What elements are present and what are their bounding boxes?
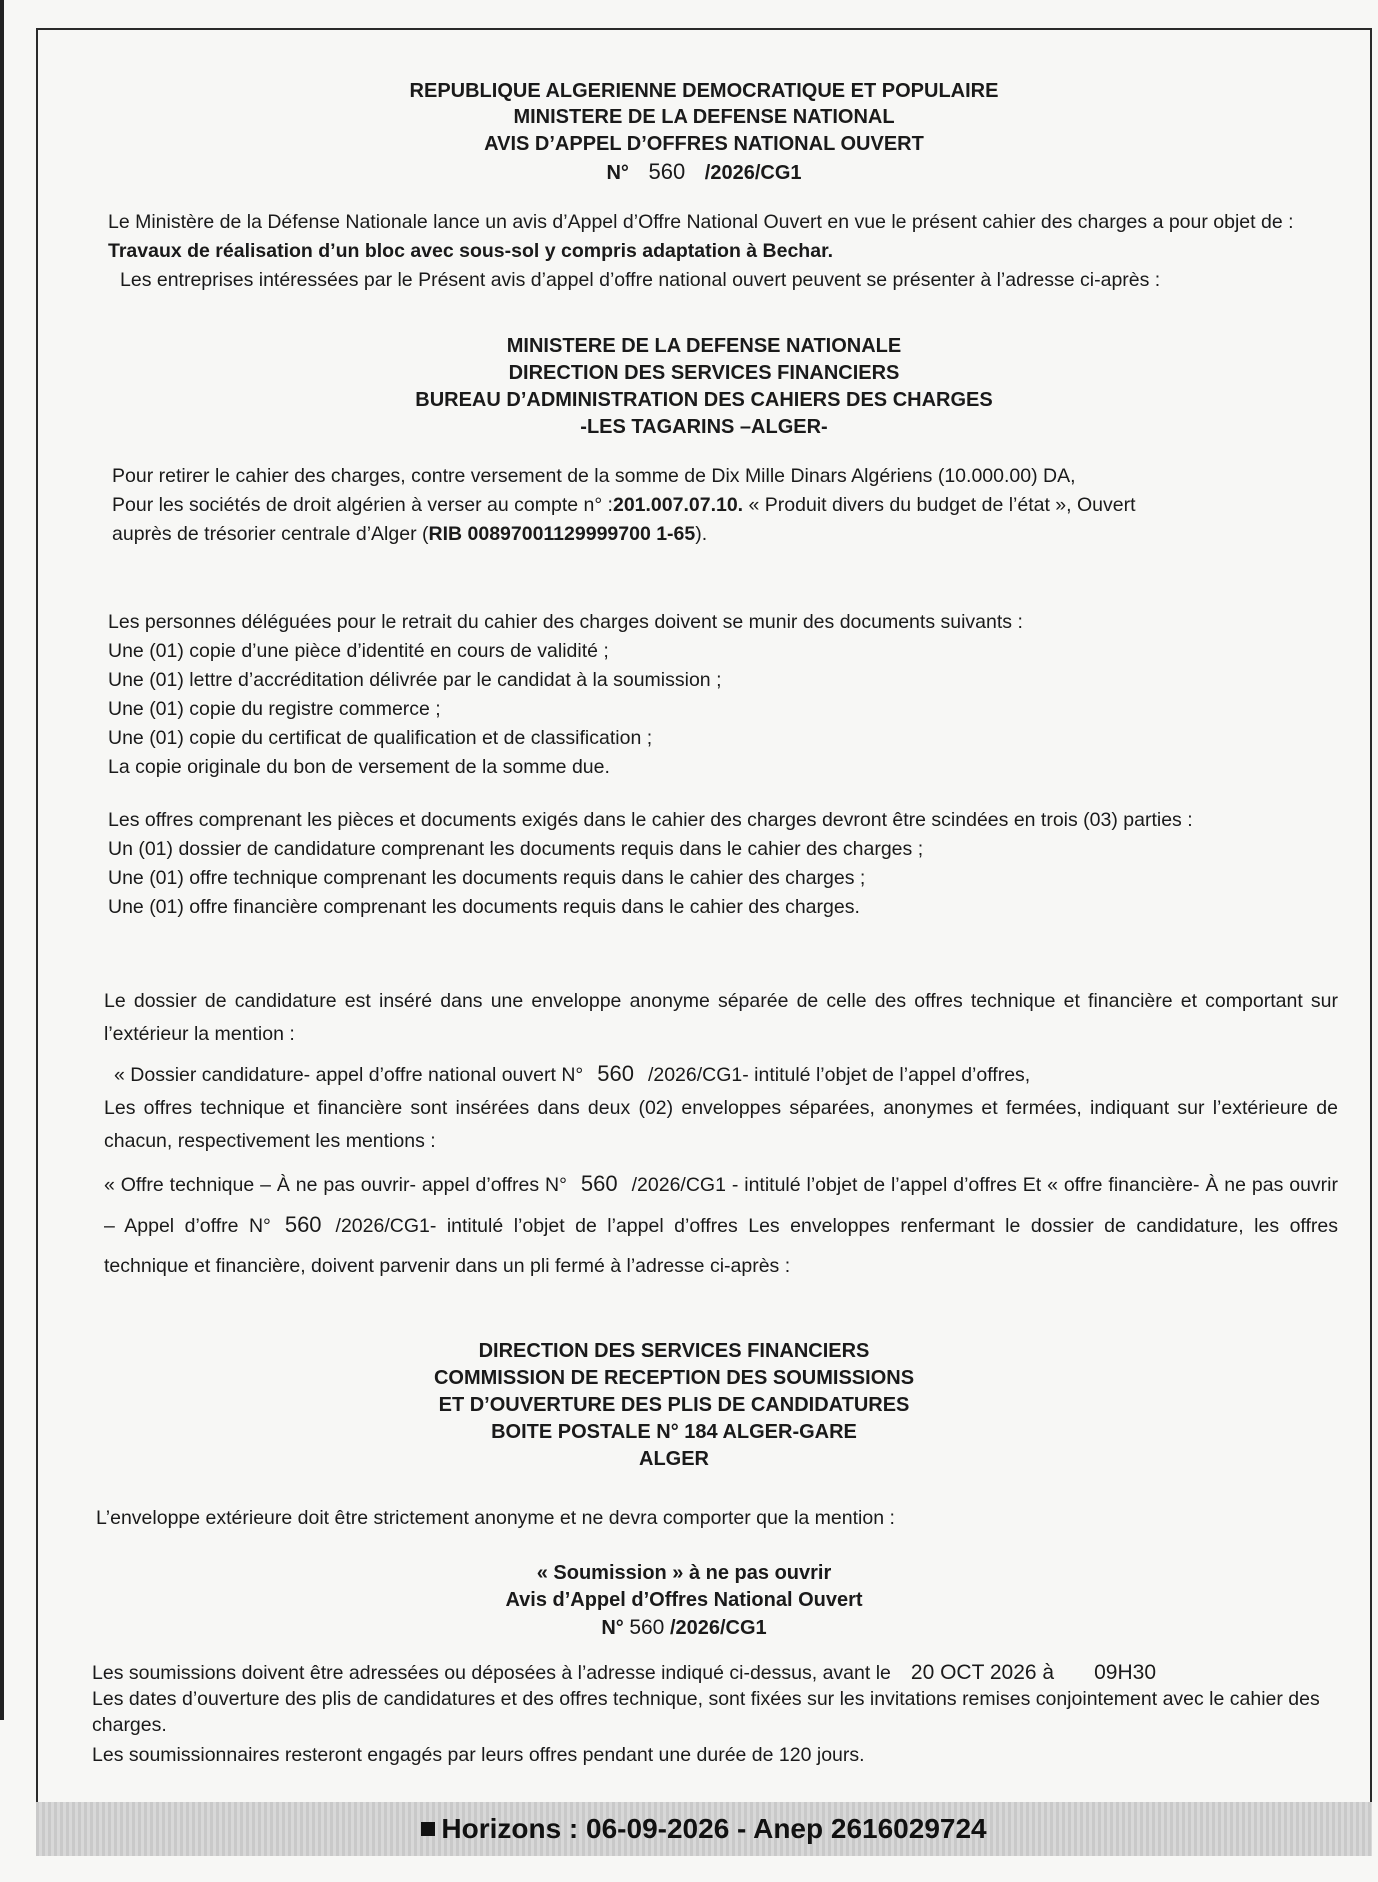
- closing-section: [92, 1660, 1332, 1768]
- closing-deadline-text: Les soumissions doivent être adressées ou déposées à l’adresse indiqué ci-dessus, avant le: [92, 1662, 891, 1684]
- retrait-account-label: Pour les sociétés de droit algérien à verser au compte n° :: [112, 494, 613, 516]
- document-item-3: Une (01) copie du certificat de qualification et de classification ;: [108, 727, 653, 749]
- closing-opening-dates: Les dates d’ouverture des plis de candidatures et des offres technique, sont fixées sur les invitations remises conjointement avec le cahier des charges.: [92, 1688, 1320, 1736]
- soumission-mention-line3: [18, 1614, 1350, 1642]
- retrait-section: [112, 462, 1352, 549]
- document-item-0: Une (01) copie d’une pièce d’identité en cours de validité ;: [108, 640, 609, 662]
- publication-reference: Horizons : 06-09-2026 - Anep 2616029724: [441, 1813, 987, 1844]
- document-item-1: Une (01) lettre d’accréditation délivrée par le candidat à la soumission ;: [108, 669, 722, 691]
- closing-date: 20 OCT 2026 à: [910, 1661, 1055, 1684]
- bullet-square-icon: [421, 1822, 435, 1836]
- retrait-line2: [112, 491, 1352, 520]
- soumission-mention-line2: Avis d’Appel d’Offres National Ouvert: [505, 1589, 863, 1611]
- document-item-4: La copie originale du bon de versement de la somme due.: [108, 756, 610, 778]
- financiere-mention-number: 560: [284, 1212, 322, 1237]
- intro-object: Travaux de réalisation d’un bloc avec sous-sol y compris adaptation à Bechar.: [108, 240, 833, 262]
- retrait-account-number: 201.007.07.10.: [612, 494, 744, 516]
- address-reception: [8, 1338, 1340, 1473]
- address2-line3: ET D’OUVERTURE DES PLIS DE CANDIDATURES: [438, 1394, 910, 1416]
- dossier-mention-suffix: /2026/CG1- intitulé l’objet de l’appel d’offres,: [647, 1064, 1031, 1086]
- soumission-no-suffix: /2026/CG1: [669, 1617, 767, 1639]
- dossier-mention-text: « Dossier candidature- appel d’offre national ouvert N°: [114, 1064, 584, 1086]
- dossier-section: [104, 985, 1338, 1286]
- dossier-mention-number: 560: [597, 1061, 634, 1086]
- offres-intro: Les offres comprenant les pièces et documents exigés dans le cahier des charges devront être scindées en trois (03) parties :: [108, 809, 1193, 831]
- retrait-line3: [112, 520, 1352, 549]
- address2-line2: COMMISSION DE RECEPTION DES SOUMISSIONS: [433, 1367, 915, 1389]
- address1-line2: DIRECTION DES SERVICES FINANCIERS: [508, 362, 900, 384]
- intro-text: Le Ministère de la Défense Nationale lance un avis d’Appel d’Offre National Ouvert en vue le présent cahier des charges a pour objet de :: [108, 211, 1294, 233]
- publication-footer: [36, 1802, 1372, 1856]
- offre-item-0: Un (01) dossier de candidature comprenant les documents requis dans le cahier des charges ;: [108, 838, 924, 860]
- header-no-label: N°: [606, 162, 629, 184]
- retrait-line1: Pour retirer le cahier des charges, contre versement de la somme de Dix Mille Dinars Algériens (10.000.00) DA,: [112, 465, 1076, 487]
- closing-deadline: [92, 1660, 1332, 1686]
- soumission-no-label: N°: [601, 1617, 624, 1639]
- address1-line4: -LES TAGARINS –ALGER-: [580, 416, 828, 438]
- closing-validity: Les soumissionnaires resteront engagés par leurs offres pendant une durée de 120 jours.: [92, 1744, 865, 1766]
- intro-section: [108, 208, 1318, 295]
- dossier-mention: [104, 1057, 1338, 1092]
- header-title: AVIS D’APPEL D’OFFRES NATIONAL OUVERT: [484, 133, 924, 155]
- dossier-paragraph: Le dossier de candidature est inséré dans une enveloppe anonyme séparée de celle des offres technique et financière et comportant sur l’extérieur la mention :: [104, 990, 1338, 1045]
- address2-line1: DIRECTION DES SERVICES FINANCIERS: [478, 1340, 870, 1362]
- address1-line1: MINISTERE DE LA DEFENSE NATIONALE: [506, 335, 902, 357]
- header-republic: REPUBLIQUE ALGERIENNE DEMOCRATIQUE ET POPULAIRE: [409, 80, 999, 102]
- document-item-2: Une (01) copie du registre commerce ;: [108, 698, 441, 720]
- notice-frame: [36, 28, 1372, 1832]
- address2-line5: ALGER: [639, 1448, 709, 1470]
- address2-line4: BOITE POSTALE N° 184 ALGER-GARE: [491, 1421, 857, 1443]
- technique-mention-text: « Offre technique – À ne pas ouvrir- appel d’offres N°: [104, 1174, 567, 1196]
- financiere-mention-suffix: /2026/CG1- intitulé l’objet de l’appel d’offres Les enveloppes renfermant le dossier de candidature, les offres technique et financière, doivent parvenir dans un pli fermé à l’adresse ci-après :: [104, 1215, 1338, 1277]
- header-ministry: MINISTERE DE LA DEFENSE NATIONAL: [513, 106, 895, 128]
- intro-paragraph: [108, 208, 1318, 266]
- retrait-rib-number: RIB 00897001129999700 1-65: [428, 523, 696, 545]
- enveloppes-paragraph: Les offres technique et financière sont insérées dans deux (02) enveloppes séparées, anonymes et fermées, indiquant sur l’extérieure de chacun, respectivement les mentions :: [104, 1097, 1338, 1152]
- retrait-rib-label: auprès de trésorier centrale d’Alger (: [112, 523, 429, 545]
- retrait-rib-close: ).: [695, 523, 708, 545]
- retrait-account-desc: « Produit divers du budget de l’état », Ouvert: [743, 494, 1136, 516]
- enveloppe-text: L’enveloppe extérieure doit être strictement anonyme et ne devra comporter que la mention :: [96, 1507, 895, 1529]
- soumission-mention: [18, 1560, 1350, 1642]
- notice-header: [38, 78, 1370, 187]
- documents-intro: Les personnes déléguées pour le retrait du cahier des charges doivent se munir des documents suivants :: [108, 611, 1023, 633]
- soumission-mention-line1: « Soumission » à ne pas ouvrir: [536, 1562, 832, 1584]
- technique-mention-number: 560: [580, 1171, 618, 1196]
- financiere-mention-text: /2026/CG1 - intitulé l’objet de l’appel d’offres Et « offre financière- À ne pas ouvrir – Appel d’offre N°: [104, 1174, 1338, 1237]
- header-number: [38, 158, 1370, 187]
- scan-edge: [0, 0, 4, 1720]
- offre-item-2: Une (01) offre financière comprenant les documents requis dans le cahier des charges.: [108, 896, 860, 918]
- address1-line3: BUREAU D’ADMINISTRATION DES CAHIERS DES CHARGES: [415, 389, 993, 411]
- offre-mentions: [104, 1164, 1338, 1286]
- documents-section: [108, 608, 1348, 782]
- soumission-no-value: 560: [629, 1616, 665, 1639]
- address-retrait: [38, 333, 1370, 441]
- intro-address-text: Les entreprises intéressées par le Présent avis d’appel d’offre national ouvert peuvent se présenter à l’adresse ci-après :: [120, 269, 1161, 291]
- header-no-value: 560: [648, 159, 686, 184]
- header-no-suffix: /2026/CG1: [704, 162, 802, 184]
- offres-section: [108, 806, 1344, 922]
- offre-item-1: Une (01) offre technique comprenant les documents requis dans le cahier des charges ;: [108, 867, 866, 889]
- closing-time: 09H30: [1094, 1661, 1156, 1684]
